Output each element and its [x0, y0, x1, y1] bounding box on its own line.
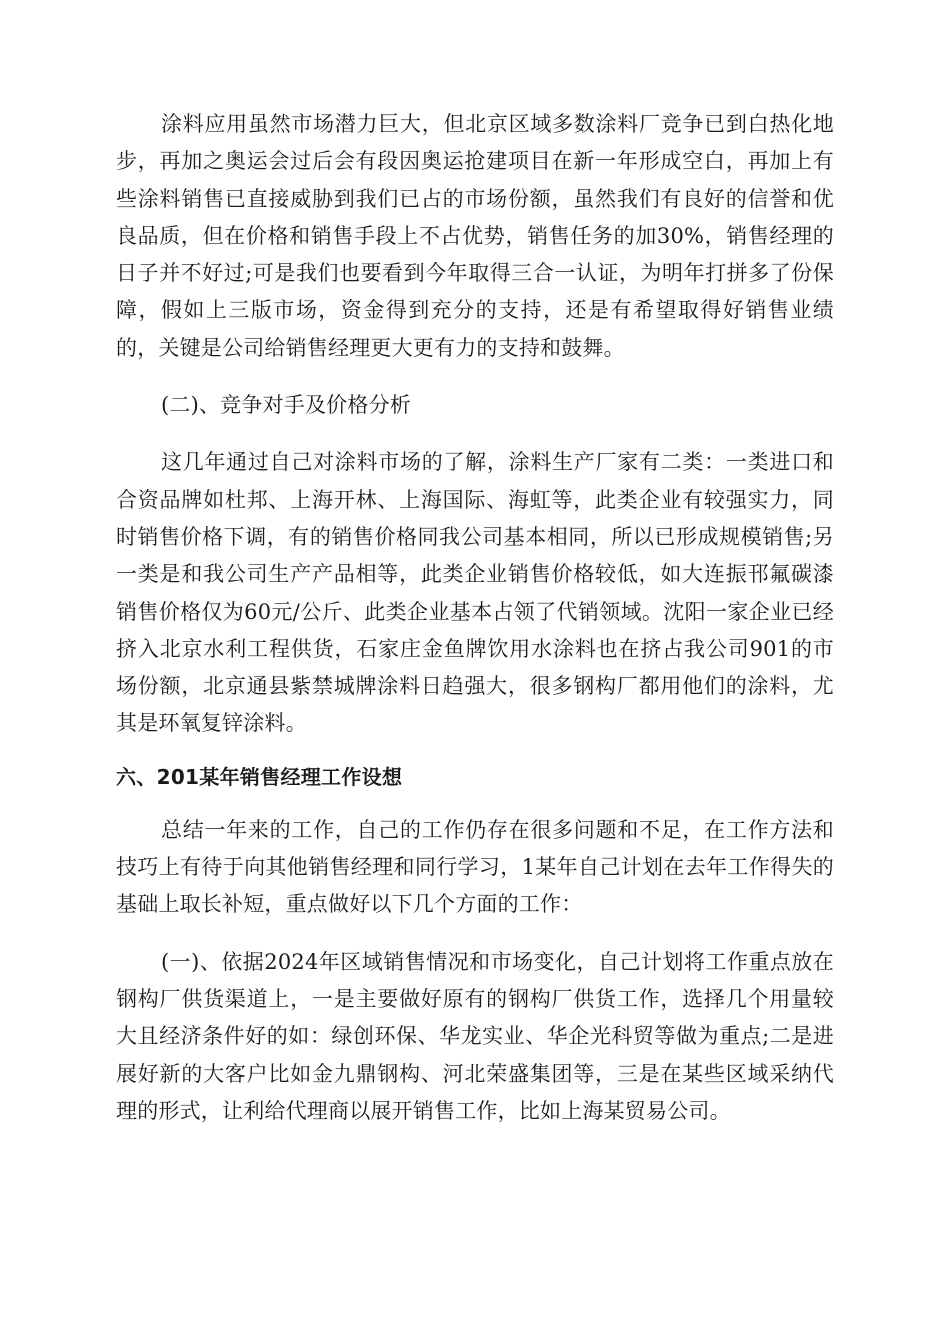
work-summary-paragraph: 总结一年来的工作，自己的工作仍存在很多问题和不足，在工作方法和技巧上有待于向其他销售经理和同行学习，1某年自己计划在去年工作得失的基础上取长补短，重点做好以下几个方面的工作： [116, 817, 834, 917]
spacer [116, 796, 834, 812]
competitor-analysis-subheading: (二)、竞争对手及价格分析 [161, 393, 411, 418]
spacer [116, 424, 834, 444]
plan-paragraph: (一)、依据2024年区域销售情况和市场变化，自己计划将工作重点放在钢构厂供货渠道上，一是主要做好原有的钢构厂供货工作，选择几个用量较大且经济条件好的如：绿创环保、华龙实业、华企光科贸等做为重点;二是进展好新的大客户比如金九鼎钢构、河北荣盛集团等，三是在某些区域采纳代理的形式，让利给代理商以展开销售工作，比如上海某贸易公司。 [116, 949, 834, 1123]
market-potential-paragraph: 涂料应用虽然市场潜力巨大，但北京区域多数涂料厂竞争已到白热化地步，再加之奥运会过后会有段因奥运抢建项目在新一年形成空白，再加上有些涂料销售已直接威胁到我们已占的市场份额，虽然我们有良好的信誉和优良品质，但在价格和销售手段上不占优势，销售任务的加30%，销售经理的日子并不好过;可是我们也要看到今年取得三合一认证，为明年打拼多了份保障，假如上三版市场，资金得到充分的支持，还是有希望取得好销售业绩的，关键是公司给销售经理更大更有力的支持和鼓舞。 [116, 112, 834, 360]
spacer [116, 924, 834, 944]
spacer [116, 743, 834, 759]
spacer [116, 367, 834, 387]
section-heading: 六、201某年销售经理工作设想 [116, 764, 403, 789]
competitor-paragraph: 这几年通过自己对涂料市场的了解，涂料生产厂家有二类：一类进口和合资品牌如杜邦、上海开林、上海国际、海虹等，此类企业有较强实力，同时销售价格下调，有的销售价格同我公司基本相同，所以已形成规模销售;另一类是和我公司生产产品相等，此类企业销售价格较低，如大连振邗氟碳漆销售价格仅为60元/公斤、此类企业基本占领了代销领域。沈阳一家企业已经挤入北京水利工程供货，石家庄金鱼牌饮用水涂料也在挤占我公司901的市场份额，北京通县紫禁城牌涂料日趋强大，很多钢构厂都用他们的涂料，尤其是环氧复锌涂料。 [116, 450, 834, 736]
document-body [116, 106, 834, 1130]
